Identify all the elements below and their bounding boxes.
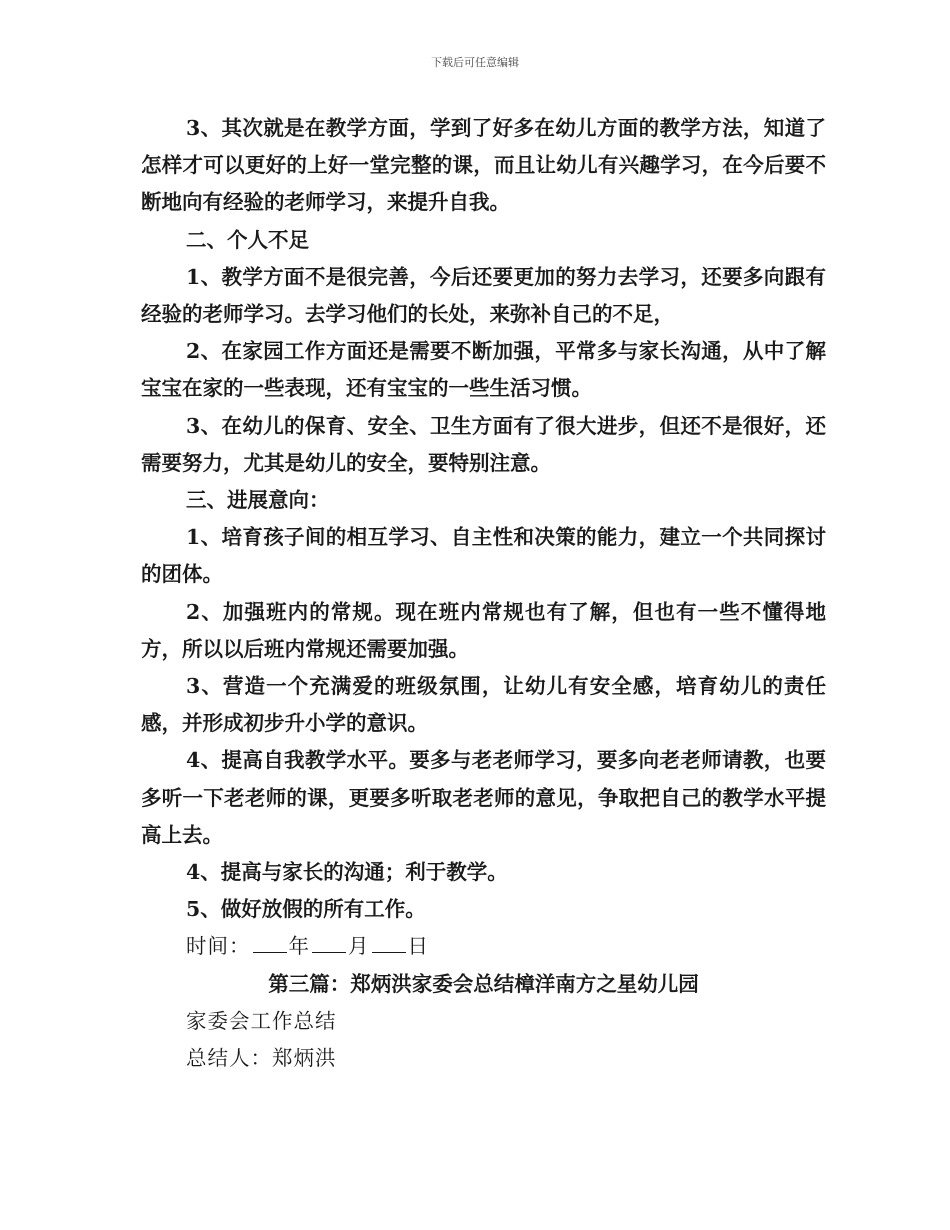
paragraph: 3、营造一个充满爱的班级氛围，让幼儿有安全感，培育幼儿的责任感，并形成初步升小学的意识。	[141, 674, 826, 736]
paragraph: 1、培育孩子间的相互学习、自主性和决策的能力，建立一个共同探讨的团体。	[141, 525, 826, 587]
year-label: 年	[288, 934, 310, 959]
paragraph: 3、在幼儿的保育、安全、卫生方面有了很大进步，但还不是很好，还需要努力，尤其是幼儿的安全，要特别注意。	[141, 413, 826, 475]
section-title: 第三篇：郑炳洪家委会总结樟洋南方之星幼儿园	[268, 971, 699, 996]
section-heading: 二、个人不足	[186, 227, 309, 252]
paragraph: 4、提高自我教学水平。要多与老老师学习，要多向老老师请教，也要多听一下老老师的课，更要多听取老老师的意见，争取把自己的教学水平提高上去。	[141, 748, 826, 847]
paragraph: 2、在家园工作方面还是需要不断加强，平常多与家长沟通，从中了解宝宝在家的一些表现，还有宝宝的一些生活习惯。	[141, 339, 826, 401]
section-heading: 三、进展意向：	[186, 488, 330, 513]
day-blank	[372, 951, 406, 953]
paragraph: 4、提高与家长的沟通；利于教学。	[186, 860, 508, 885]
author-line: 总结人：郑炳洪	[186, 1046, 337, 1071]
page-header: 下载后可任意编辑	[431, 56, 519, 69]
day-label: 日	[407, 934, 429, 959]
paragraph: 5、做好放假的所有工作。	[186, 897, 426, 922]
document-body	[141, 110, 826, 1077]
year-blank	[253, 951, 287, 953]
month-label: 月	[348, 934, 370, 959]
paragraph: 1、教学方面不是很完善，今后还要更加的努力去学习，还要多向跟有经验的老师学习。去学习他们的长处，来弥补自己的不足，	[141, 264, 826, 327]
date-line	[141, 928, 826, 965]
paragraph: 2、加强班内的常规。现在班内常规也有了解，但也有一些不懂得地方，所以以后班内常规还需要加强。	[141, 599, 826, 661]
subtitle: 家委会工作总结	[186, 1008, 337, 1033]
month-blank	[312, 951, 346, 953]
date-label: 时间：	[186, 934, 251, 959]
paragraph: 3、其次就是在教学方面，学到了好多在幼儿方面的教学方法，知道了怎样才可以更好的上好一堂完整的课，而且让幼儿有兴趣学习，在今后要不断地向有经验的老师学习，来提升自我。	[141, 116, 826, 215]
